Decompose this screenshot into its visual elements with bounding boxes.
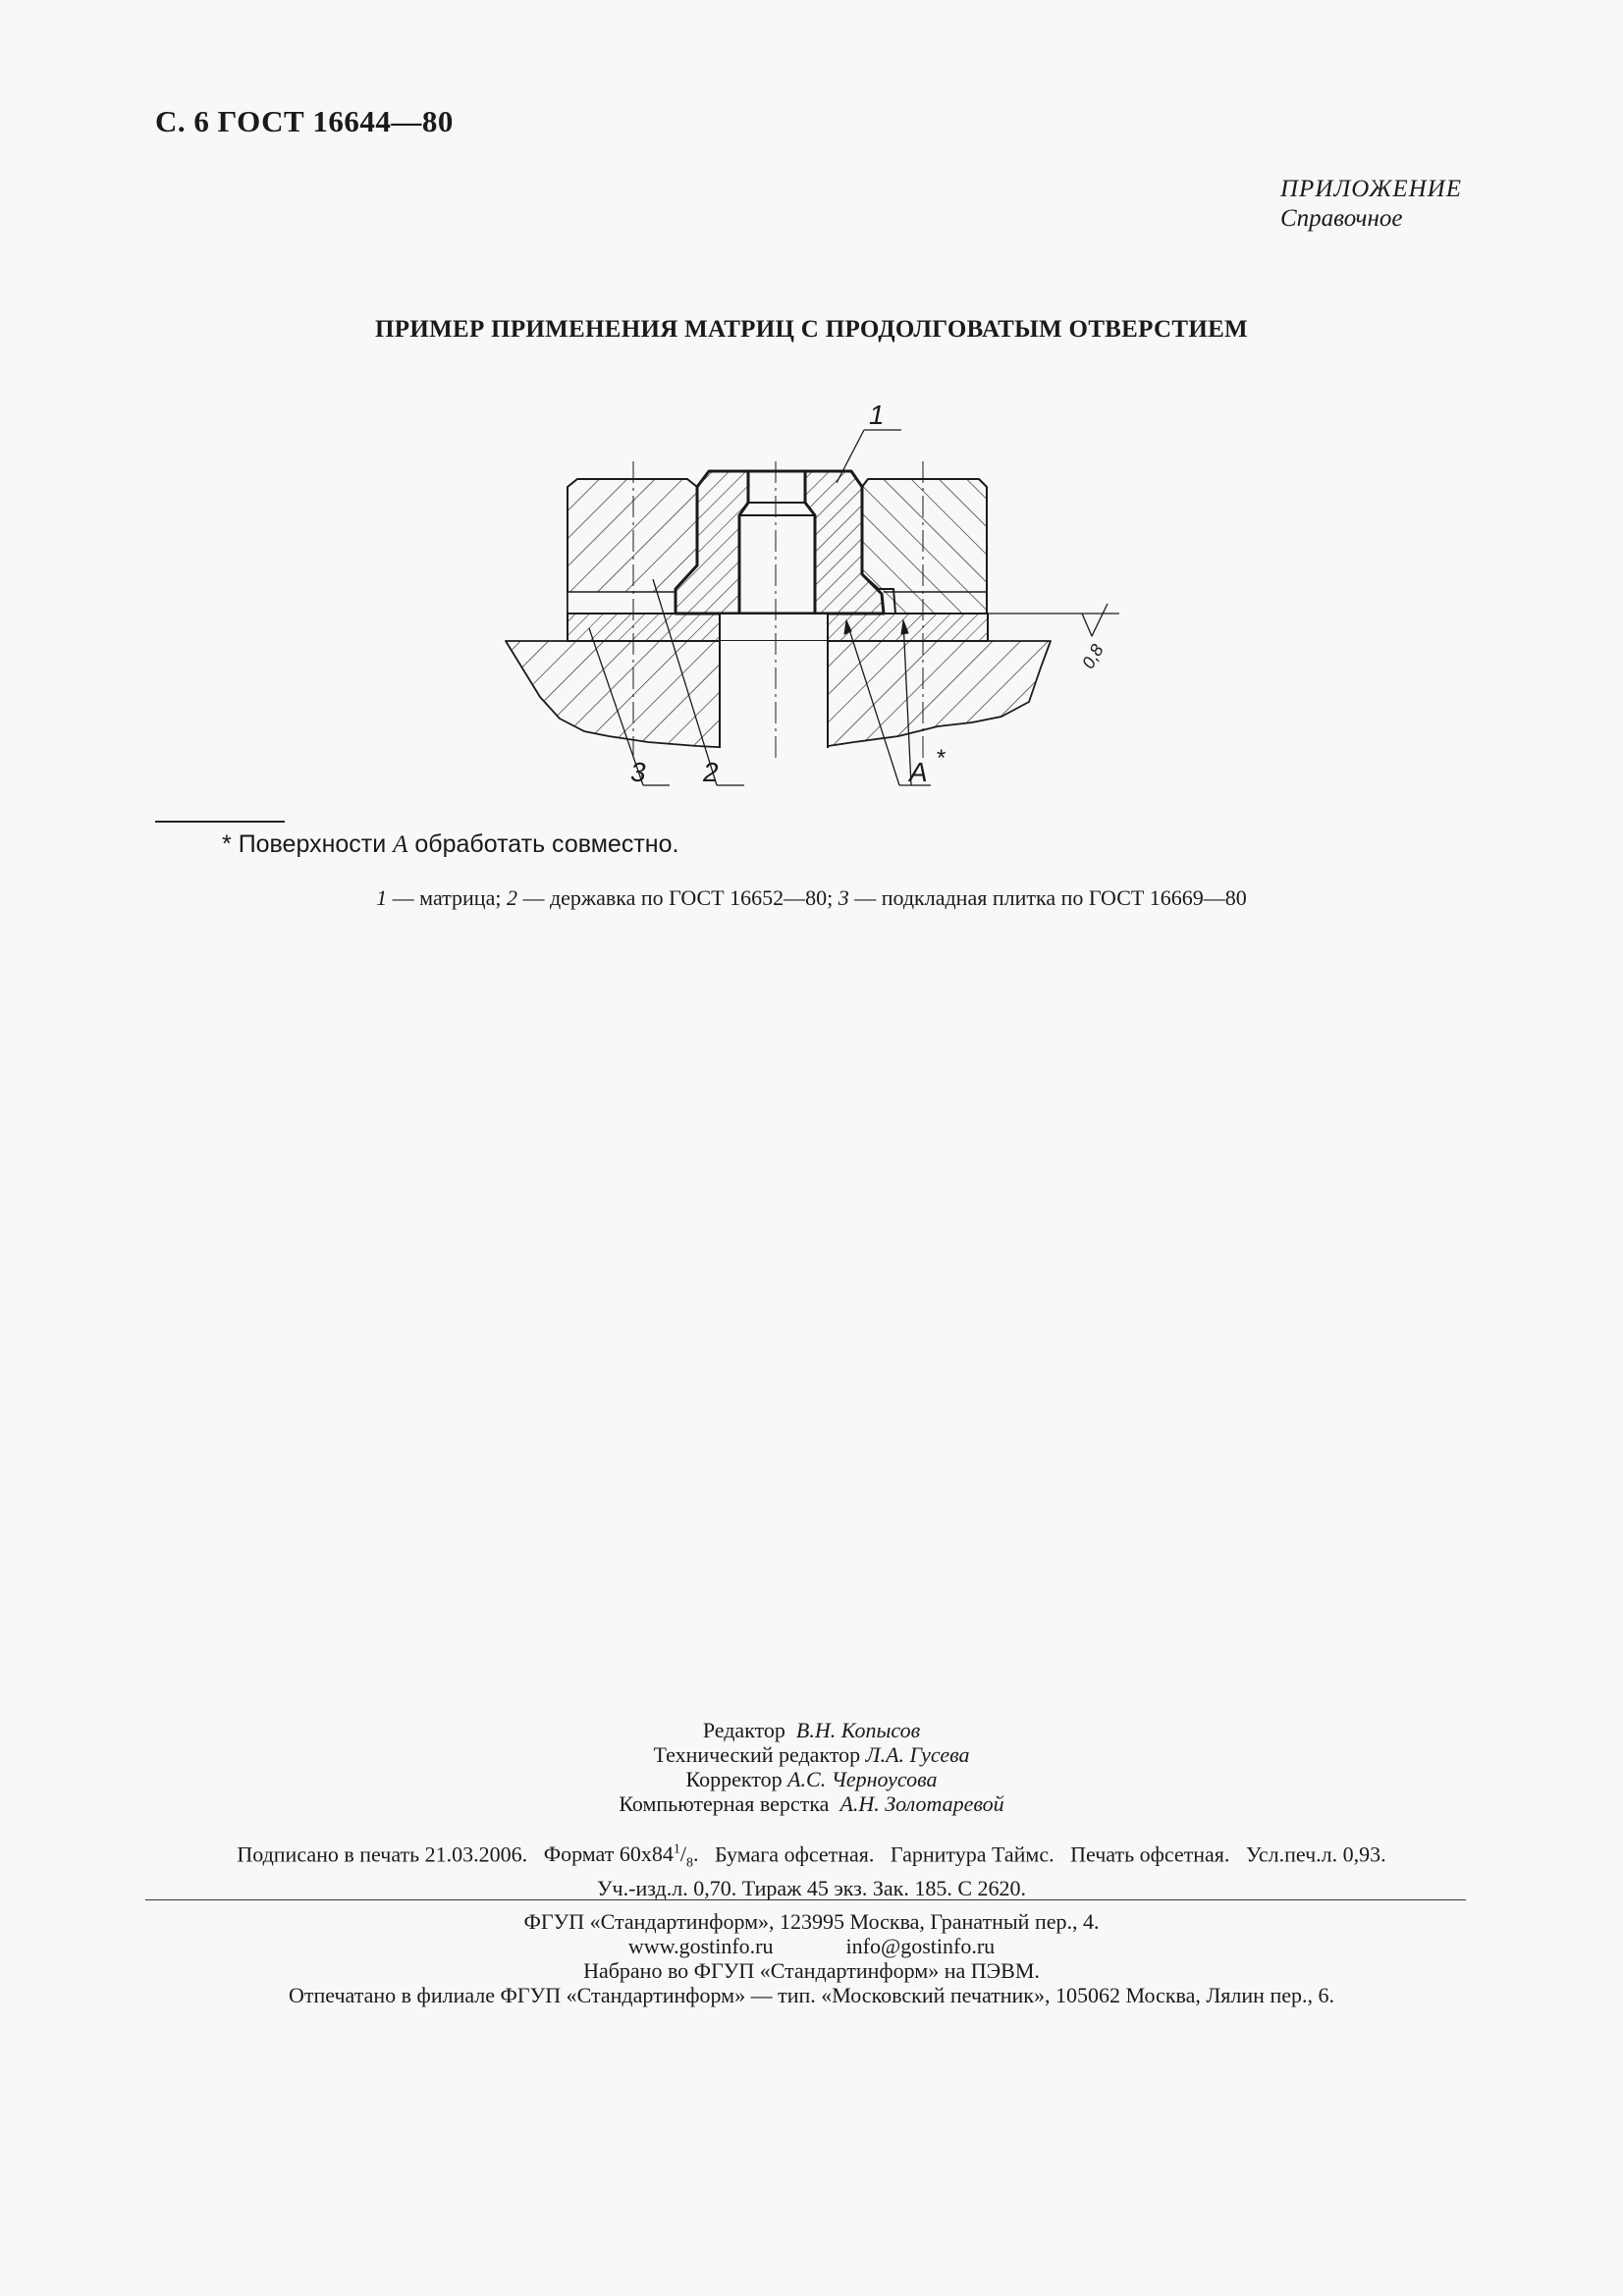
legend-text-3: — подкладная плитка по ГОСТ 16669—80 <box>854 885 1247 910</box>
imprint-tech-editor <box>0 1742 1623 1767</box>
callout-2: 2 <box>703 757 719 787</box>
footnote-letter: А <box>393 831 408 858</box>
legend-num-2: 2 <box>506 885 517 910</box>
holder-strip <box>568 592 676 614</box>
footnote-text-after: обработать совместно. <box>414 830 679 858</box>
appendix-type: Справочное <box>1280 205 1403 232</box>
separator-line <box>145 1899 1466 1900</box>
legend-num-1: 1 <box>376 885 388 910</box>
parts-legend <box>0 885 1623 911</box>
footnote <box>222 830 678 859</box>
publisher-line-1: ФГУП «Стандартинформ», 123995 Москва, Гранатный пер., 4. <box>523 1909 1100 1934</box>
layout-name: А.Н. Золотаревой <box>839 1791 1004 1816</box>
footnote-mark: * <box>222 830 232 858</box>
layout-label: Компьютерная верстка <box>619 1791 830 1816</box>
print-sheets: Усл.печ.л. 0,93. <box>1245 1842 1386 1867</box>
print-info-line-2: Уч.-изд.л. 0,70. Тираж 45 экз. Зак. 185. С 2620. <box>596 1875 1026 1900</box>
appendix-title: ПРИЛОЖЕНИЕ <box>1280 176 1462 202</box>
legend-text-1: — матрица; <box>392 885 502 910</box>
footnote-rule <box>155 821 285 823</box>
legend-text-2: — державка по ГОСТ 16652—80; <box>522 885 834 910</box>
paper-type: Бумага офсетная. <box>714 1842 875 1867</box>
editor-label: Редактор <box>702 1718 785 1742</box>
imprint-editor <box>0 1718 1623 1742</box>
imprint-proofreader <box>0 1767 1623 1791</box>
editor-name: В.Н. Копысов <box>795 1718 921 1742</box>
print-type: Печать офсетная. <box>1070 1842 1230 1867</box>
imprint-layout <box>0 1791 1623 1816</box>
appendix-label <box>1280 175 1462 234</box>
typeface: Гарнитура Таймс. <box>890 1842 1055 1867</box>
roughness-value: 0,8 <box>1078 640 1108 672</box>
publisher-line-3: Набрано во ФГУП «Стандартинформ» на ПЭВМ. <box>583 1958 1040 1983</box>
publisher-info <box>0 1909 1623 2007</box>
imprint <box>0 1718 1623 1816</box>
proofreader-label: Корректор <box>685 1767 783 1791</box>
print-info <box>0 1838 1623 1900</box>
tech-editor-label: Технический редактор <box>653 1742 861 1767</box>
proofreader-name: А.С. Черноусова <box>787 1767 938 1791</box>
publisher-email[interactable]: info@gostinfo.ru <box>845 1934 996 1958</box>
callout-1: 1 <box>869 400 885 430</box>
tech-editor-name: Л.А. Гусева <box>865 1742 970 1767</box>
callout-star: * <box>937 745 947 772</box>
legend-num-3: 3 <box>838 885 849 910</box>
signed-date: Подписано в печать 21.03.2006. <box>237 1842 528 1867</box>
document-title: ПРИМЕР ПРИМЕНЕНИЯ МАТРИЦ С ПРОДОЛГОВАТЫМ ОТВЕРСТИЕМ <box>375 316 1248 343</box>
die-bore <box>739 471 815 614</box>
technical-drawing <box>491 393 1139 805</box>
footnote-text-before: Поверхности <box>238 830 387 858</box>
publisher-website[interactable]: www.gostinfo.ru <box>627 1934 774 1958</box>
publisher-line-4: Отпечатано в филиале ФГУП «Стандартинформ» — тип. «Московский печатник», 105062 Москва, Лялин пер., 6. <box>289 1983 1334 2007</box>
publisher-contacts <box>0 1934 1623 1958</box>
callout-3: 3 <box>630 757 646 787</box>
roughness-symbol <box>1082 604 1108 636</box>
print-info-line-1 <box>0 1838 1623 1876</box>
page-header: С. 6 ГОСТ 16644—80 <box>155 104 454 138</box>
callout-a: A <box>909 757 928 787</box>
paper-format: Формат $60х84^1/_8$. <box>543 1842 699 1871</box>
